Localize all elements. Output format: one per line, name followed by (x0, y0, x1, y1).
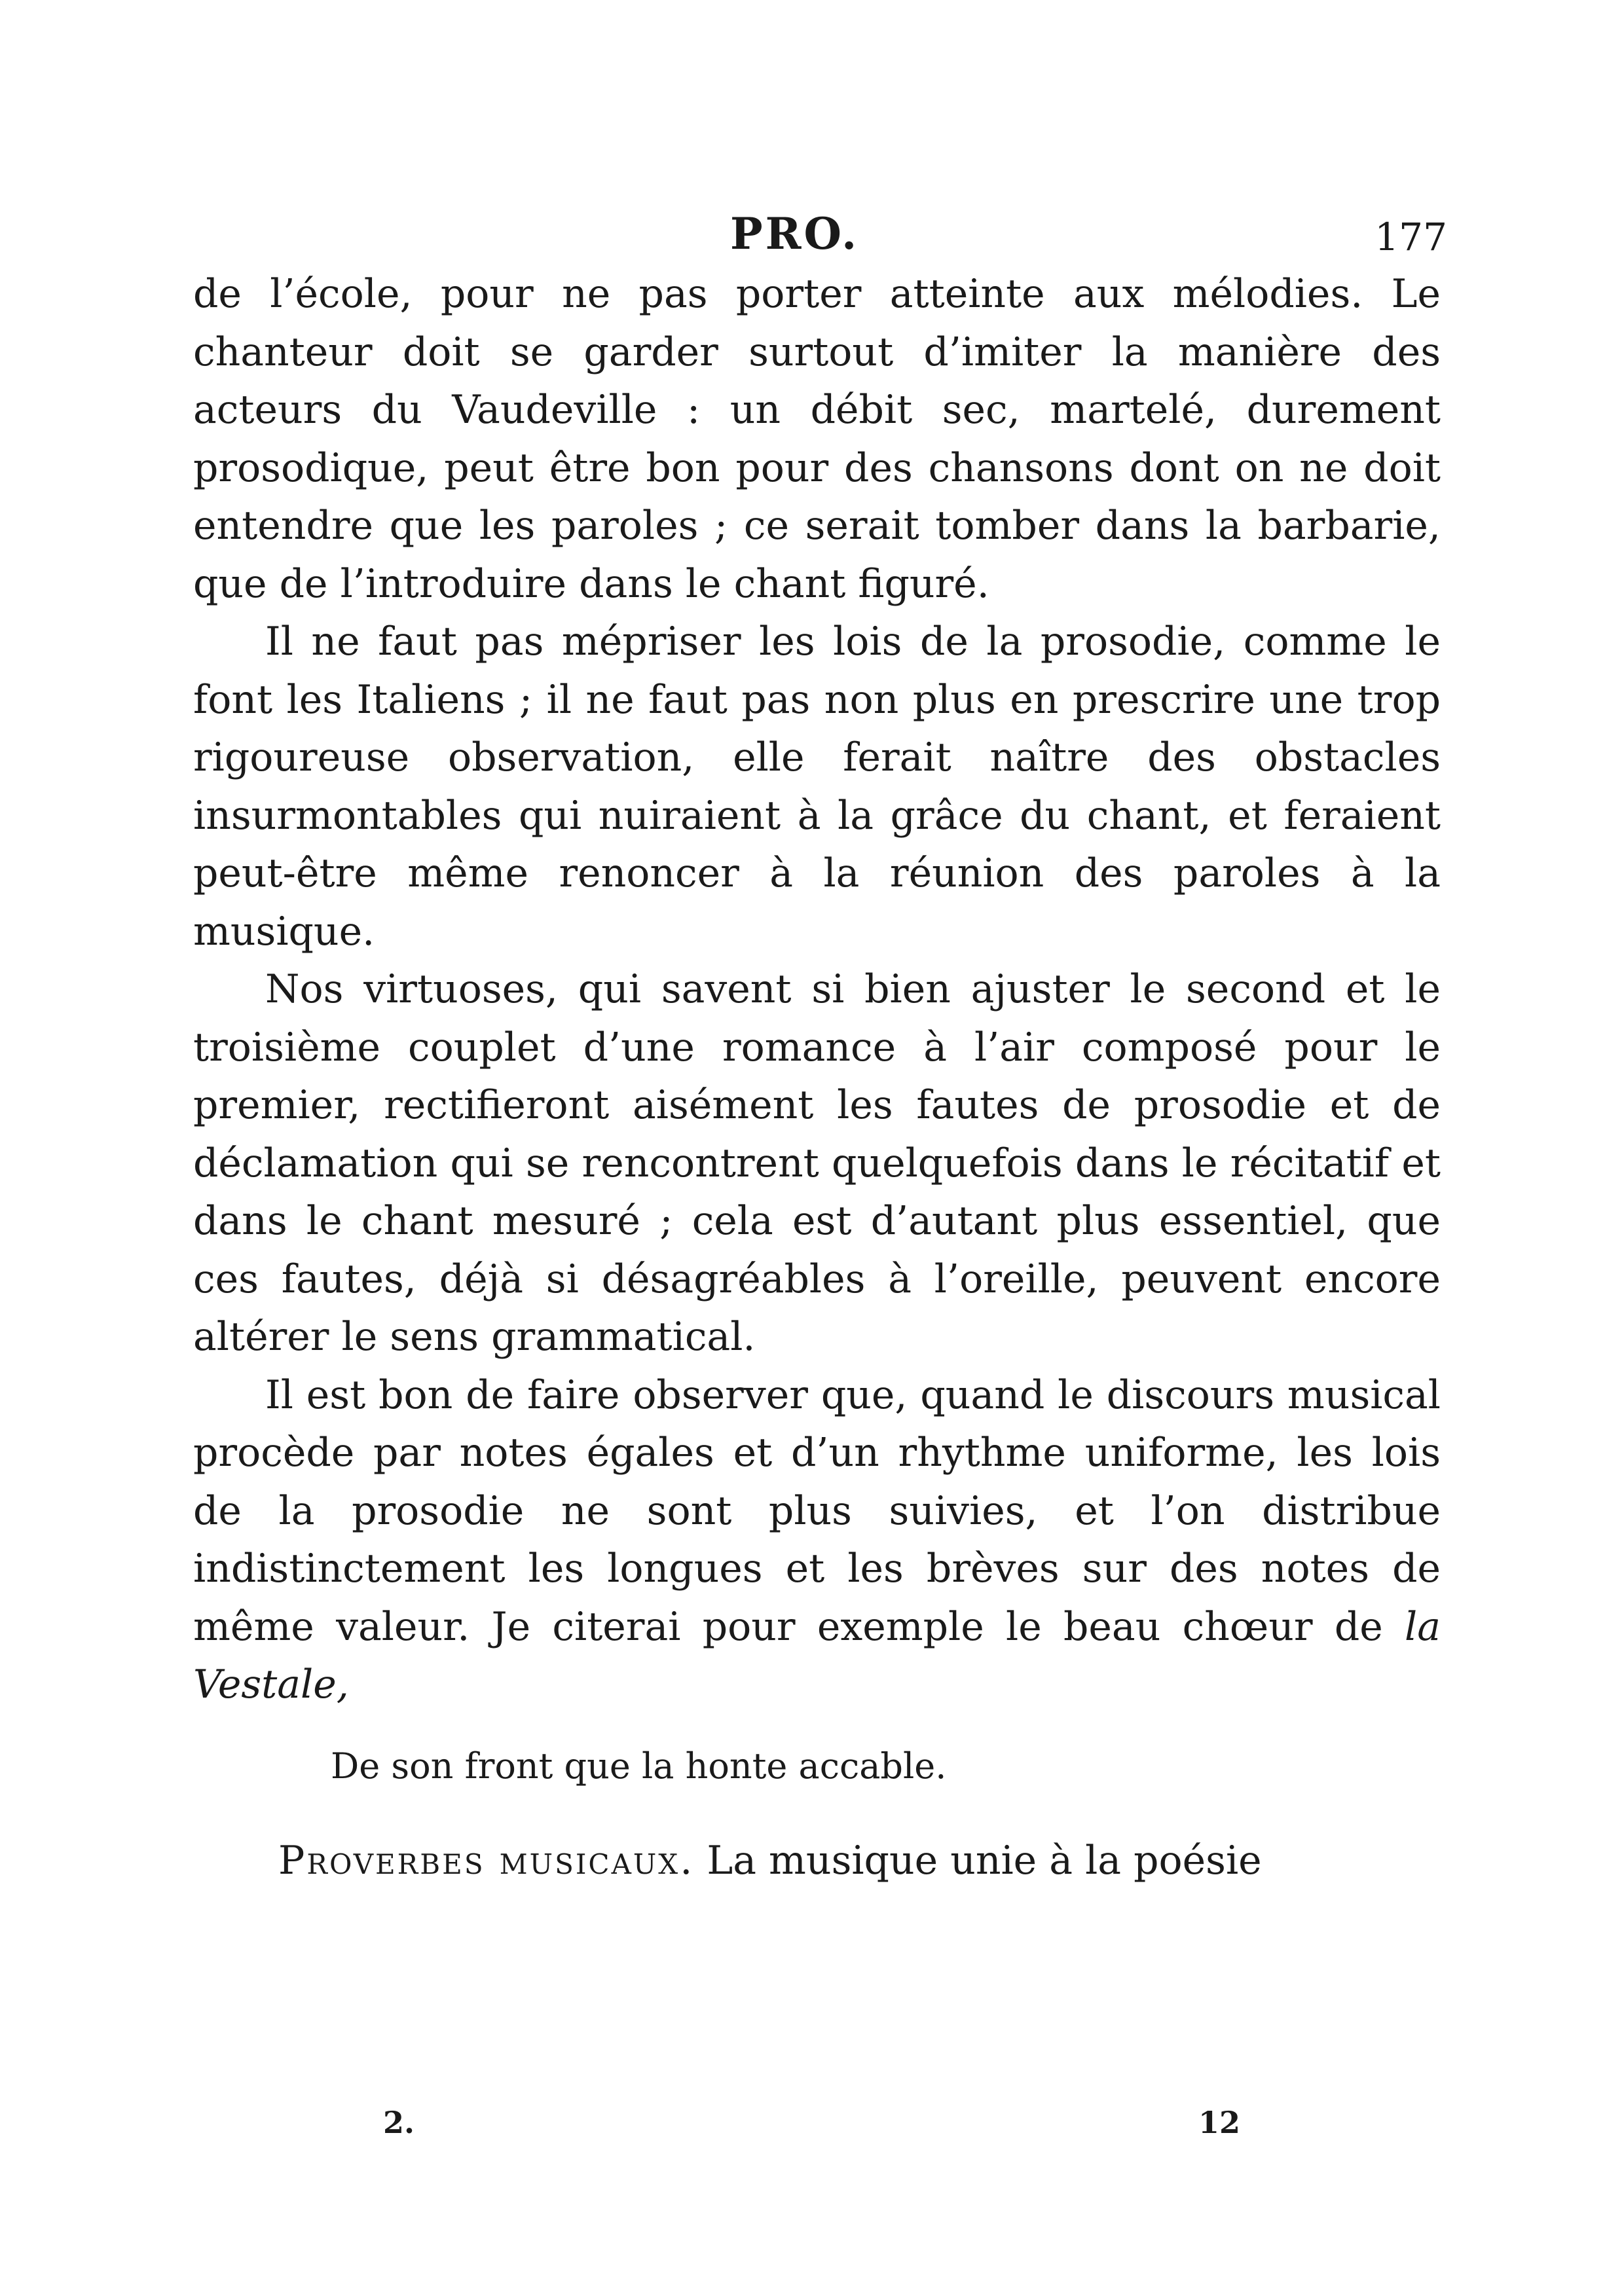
signature-mark: 2. (383, 2105, 415, 2140)
entry-term: Proverbes musicaux. (278, 1837, 695, 1884)
paragraph-4-text: Il est bon de faire observer que, quand le discours musical procède par notes égales et d’un rhythme uniforme, les lois de la prosodie ne sont plus suivies, et l’on distribue indistinctement les longues et les brèves sur des notes de même valeur. Je citerai pour exemple le beau chœur de (193, 1372, 1441, 1650)
sheet-number: 12 (1198, 2105, 1241, 2140)
running-head (196, 208, 1447, 267)
page-footer (196, 2105, 1441, 2157)
paragraph-2: Il ne faut pas mépriser les lois de la prosodie, comme le font les Italiens ; il ne faut pas non plus en prescrire une trop rigoureuse observation, elle ferait naître des obstacles insurmontables qui nuiraient à la grâce du chant, et feraient peut-être même renoncer à la réunion des paroles à la musique. (193, 619, 1441, 955)
verse-quote: De son front que la honte accable. (331, 1745, 947, 1787)
entry-text: La musique unie à la poésie (694, 1837, 1262, 1884)
page-number: 177 (1375, 215, 1447, 259)
paragraph-1: de l’école, pour ne pas porter atteinte aux mélodies. Le chanteur doit se garder surtout d’imiter la manière des acteurs du Vaudeville : un débit sec, martelé, durement prosodique, peut être bon pour des chansons dont on ne doit entendre que les paroles ; ce serait tomber dans la barbarie, que de l’introduire dans le chant figuré. (193, 271, 1441, 607)
dictionary-entry (193, 1832, 1441, 1890)
paragraph-3: Nos virtuoses, qui savent si bien ajuster le second et le troisième couplet d’une romance à l’air composé pour le premier, rectifieront aisément les fautes de prosodie et de déclamation qui se rencontrent quelquefois dans le récitatif et dans le chant mesuré ; cela est d’autant plus essentiel, que ces fautes, déjà si désagréables à l’oreille, peuvent encore altérer le sens grammatical. (193, 966, 1441, 1360)
body-text (193, 265, 1441, 1889)
paragraph-4 (193, 1366, 1441, 1714)
work-title-vestale: la Vestale, (193, 1603, 1441, 1707)
running-head-title: PRO. (730, 208, 860, 259)
